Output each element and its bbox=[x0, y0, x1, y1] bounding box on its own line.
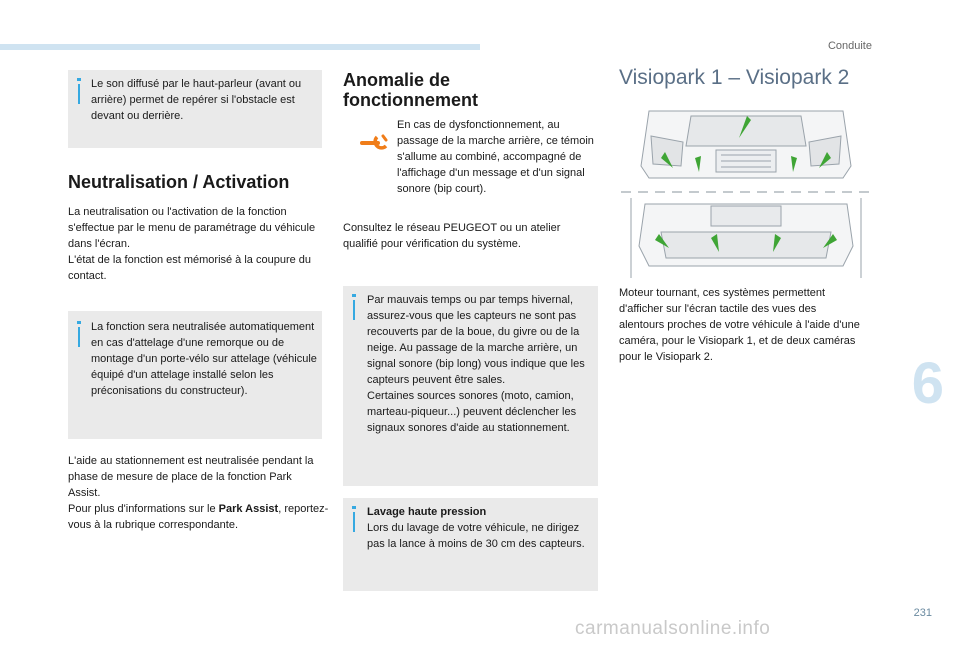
info-note-towing bbox=[68, 311, 322, 439]
info-note-weather bbox=[343, 286, 598, 486]
paragraph-consult: Consultez le réseau PEUGEOT ou un atelier qualifié pour vérification du système. bbox=[343, 222, 561, 250]
heading-neutralisation: Neutralisation / Activation bbox=[68, 172, 290, 192]
wrench-warning-icon bbox=[360, 132, 388, 152]
info-note-text: Le son diffusé par le haut-parleur (avant ou arrière) permet de repérer si l'obstacle est devant ou derrière. bbox=[91, 78, 302, 122]
paragraph-neutralisation: La neutralisation ou l'activation de la fonction s'effectue par le menu de paramétrage du véhicule dans l'écran. bbox=[68, 206, 316, 250]
paragraph-visiopark: Moteur tournant, ces systèmes permettent d'afficher sur l'écran tactile des vues des alentours proches de votre véhicule à l'aide d'une caméra, pour le Visiopark 1, et de deux caméras pour le Visiopark 2. bbox=[619, 287, 860, 363]
info-note-text: Lavage haute pression Lors du lavage de votre véhicule, ne dirigez pas la lance à moins de 30 cm des capteurs. bbox=[367, 506, 585, 550]
info-note-washing bbox=[343, 498, 598, 591]
heading-anomalie: Anomalie de fonctionnement bbox=[343, 70, 478, 110]
park-assist-bold: Park Assist bbox=[218, 503, 279, 515]
info-bar-icon bbox=[353, 300, 355, 320]
info-bar-icon bbox=[78, 327, 80, 347]
watermark: carmanualsonline.info bbox=[575, 618, 771, 639]
washing-title: Lavage haute pression bbox=[367, 506, 487, 518]
chapter-number: 6 bbox=[911, 351, 944, 416]
info-note-sound bbox=[68, 70, 322, 148]
section-label: Conduite bbox=[827, 40, 872, 52]
info-bar-icon bbox=[78, 84, 80, 104]
info-note-text: La fonction sera neutralisée automatiquement en cas d'attelage d'une remorque ou de montage d'un porte-vélo sur attelage (véhicule équipé d'un attelage installé selon les préconisations du constructeur). bbox=[91, 321, 317, 397]
paragraph-park-assist: L'aide au stationnement est neutralisée pendant la phase de mesure de place de la fonction Park Assist. bbox=[68, 455, 314, 499]
warning-description: En cas de dysfonctionnement, au passage de la marche arrière, ce témoin s'allume au combiné, accompagné de l'affichage d'un message et d'un signal sonore (bip court). bbox=[397, 119, 594, 195]
visiopark-title: Visiopark 1 – Visiopark 2 bbox=[619, 66, 850, 89]
paragraph-memorise: L'état de la fonction est mémorisé à la coupure du contact. bbox=[68, 254, 312, 282]
paragraph-more-info: Pour plus d'informations sur le Park Assist, reportez-vous à la rubrique correspondante. bbox=[68, 503, 329, 531]
top-accent-bar bbox=[0, 44, 480, 50]
car-front-rear-illustration bbox=[621, 106, 871, 278]
info-bar-icon bbox=[353, 512, 355, 532]
page-number: 231 bbox=[913, 607, 932, 619]
info-note-text: Par mauvais temps ou par temps hivernal, assurez-vous que les capteurs ne sont pas recouverts par de la boue, du givre ou de la neige. Au passage de la marche arrière, un signal sonore (bip long) vous indique que les capteurs peuvent être sales. Certaines sources sonores (moto, camion, marteau-piqueur...) peuvent déclencher les signaux sonores d'aide au stationnement. bbox=[367, 294, 585, 434]
